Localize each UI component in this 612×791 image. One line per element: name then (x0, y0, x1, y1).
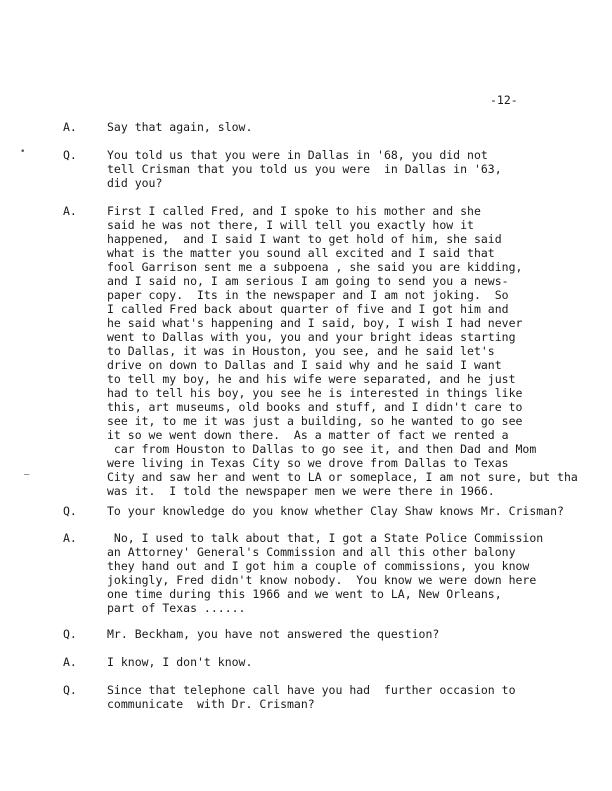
margin-mark: • (20, 147, 26, 157)
speaker-label: Q. (63, 683, 77, 697)
entry-text: Say that again, slow. (107, 120, 253, 134)
speaker-label: A. (63, 204, 77, 218)
entry-text: I know, I don't know. (107, 655, 253, 669)
page-number: -12- (490, 93, 518, 107)
entry-text: First I called Fred, and I spoke to his mother and she said he was not there, I will tell you exactly how it happened, and I said I want to get hold of him, she said what is the matter you sound all excited and I said that fool Garrison sent me a subpoena , she said you are kidding, and I said no, I am serious I am going to send you a news- paper copy. Its in the newspaper and I am not joking. So I called Fred back about quarter of five and I got him and he said what's happening and I said, boy, I wish I had never went to Dallas with you, you and your bright ideas starting to Dallas, it was in Houston, you see, and he said let's drive on down to Dallas and I said why and he said I want to tell my boy, he and his wife were separated, and he just had to tell his boy, you see he is interested in things like this, art museums, old books and stuff, and I didn't care to see it, to me it was just a building, so he wanted to go see it so we went down there. As a matter of fact we rented a car from Houston to Dallas to go see it, and then Dad and Mom were living in Texas City so we drove from Dallas to Texas City and saw her and went to LA or someplace, I am not sure, but tha was it. I told the newspaper men we were there in 1966. (107, 204, 578, 498)
entry-text: No, I used to talk about that, I got a State Police Commission an Attorney' General's Commission and all this other balony they hand out and I got him a couple of commissions, you know jokingly, Fred didn't know nobody. You know we were down here one time during this 1966 and we went to LA, New Orleans, part of Texas ...... (107, 531, 544, 615)
speaker-label: A. (63, 655, 77, 669)
margin-mark: — (24, 470, 30, 480)
entry-text: You told us that you were in Dallas in '68, you did not tell Crisman that you told us you were in Dallas in '63, did you? (107, 148, 502, 190)
entry-text: Since that telephone call have you had further occasion to communicate with Dr. Crisman? (107, 683, 516, 711)
speaker-label: A. (63, 120, 77, 134)
entry-text: Mr. Beckham, you have not answered the question? (107, 627, 440, 641)
speaker-label: Q. (63, 627, 77, 641)
entry-text: To your knowledge do you know whether Clay Shaw knows Mr. Crisman? (107, 504, 564, 518)
speaker-label: Q. (63, 148, 77, 162)
speaker-label: A. (63, 531, 77, 545)
speaker-label: Q. (63, 504, 77, 518)
